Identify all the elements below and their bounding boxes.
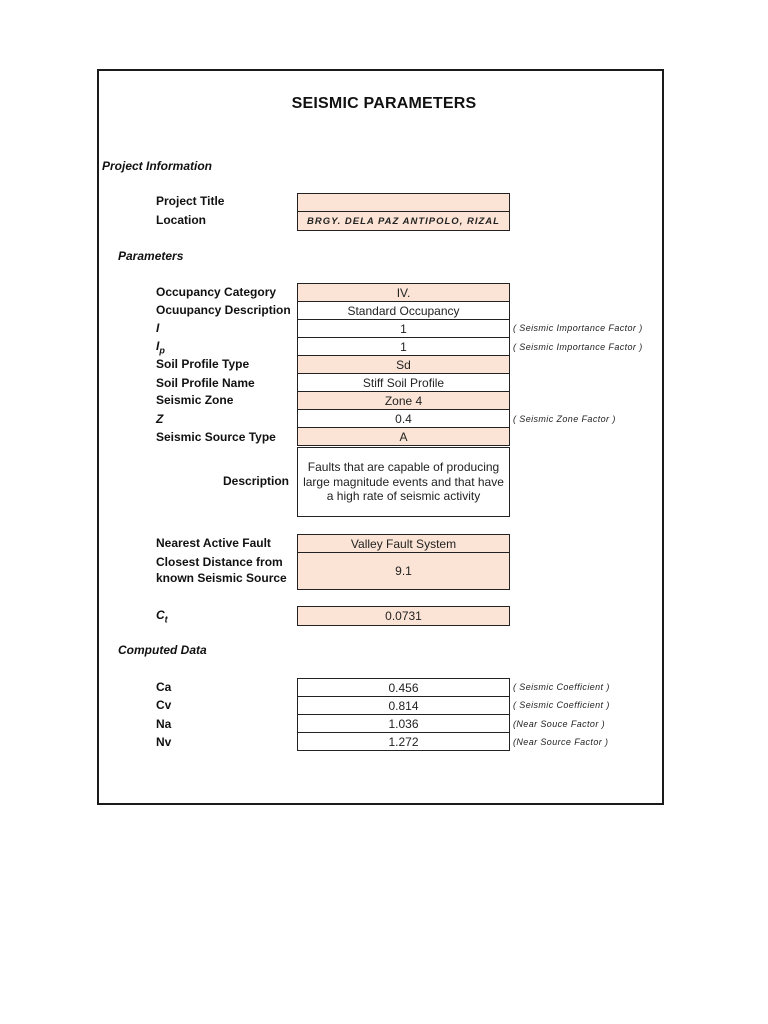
zone-factor-label: Z [156, 412, 164, 426]
occupancy-category-label: Occupancy Category [156, 285, 277, 299]
nearest-fault-field[interactable]: Valley Fault System [297, 534, 510, 554]
cv-value: 0.814 [297, 696, 510, 715]
seismic-zone-field[interactable]: Zone 4 [297, 391, 510, 410]
nv-note: (Near Source Factor ) [513, 737, 609, 747]
importance-factor-p-note: ( Seismic Importance Factor ) [513, 342, 643, 352]
nv-label: Nv [156, 735, 172, 749]
soil-profile-type-field[interactable]: Sd [297, 355, 510, 374]
project-info-heading: Project Information [102, 159, 213, 173]
occupancy-description-label: Ocuupancy Description [156, 303, 291, 317]
cv-label: Cv [156, 698, 172, 712]
nearest-fault-label: Nearest Active Fault [156, 536, 271, 550]
na-label: Na [156, 717, 172, 731]
occupancy-category-field[interactable]: IV. [297, 283, 510, 302]
closest-distance-label-line1: Closest Distance from [156, 555, 283, 569]
importance-factor-value: 1 [297, 319, 510, 338]
seismic-source-type-field[interactable]: A [297, 427, 510, 446]
ct-field[interactable]: 0.0731 [297, 606, 510, 626]
project-title-field[interactable] [297, 193, 510, 213]
ca-label: Ca [156, 680, 172, 694]
description-label: Description [223, 474, 290, 488]
computed-data-heading: Computed Data [118, 643, 207, 657]
project-title-label: Project Title [156, 194, 225, 208]
na-value: 1.036 [297, 714, 510, 733]
location-field[interactable]: BRGY. DELA PAZ ANTIPOLO, RIZAL [297, 211, 510, 231]
ca-value: 0.456 [297, 678, 510, 697]
nv-value: 1.272 [297, 732, 510, 751]
importance-factor-p-value: 1 [297, 337, 510, 356]
zone-factor-note: ( Seismic Zone Factor ) [513, 414, 616, 424]
seismic-zone-label: Seismic Zone [156, 393, 234, 407]
importance-factor-label: I [156, 321, 160, 335]
page-title: SEISMIC PARAMETERS [291, 95, 477, 112]
location-label: Location [156, 213, 206, 227]
na-note: (Near Souce Factor ) [513, 719, 606, 729]
soil-profile-name-label: Soil Profile Name [156, 376, 255, 390]
occupancy-description-field: Standard Occupancy [297, 301, 510, 320]
cv-note: ( Seismic Coefficient ) [513, 700, 610, 710]
zone-factor-value: 0.4 [297, 409, 510, 428]
seismic-source-type-label: Seismic Source Type [156, 430, 276, 444]
parameters-heading: Parameters [118, 249, 184, 263]
soil-profile-type-label: Soil Profile Type [156, 357, 250, 371]
importance-factor-note: ( Seismic Importance Factor ) [513, 323, 643, 333]
soil-profile-name-field: Stiff Soil Profile [297, 373, 510, 392]
ca-note: ( Seismic Coefficient ) [513, 682, 610, 692]
importance-factor-p-label: $I_p$ [156, 339, 165, 356]
description-field: Faults that are capable of producing large magnitude events and that have a high rate of seismic activity [297, 447, 510, 517]
closest-distance-field[interactable]: 9.1 [297, 552, 510, 590]
ct-label: $C_t$ [156, 608, 168, 625]
closest-distance-label-line2: known Seismic Source [156, 571, 287, 585]
